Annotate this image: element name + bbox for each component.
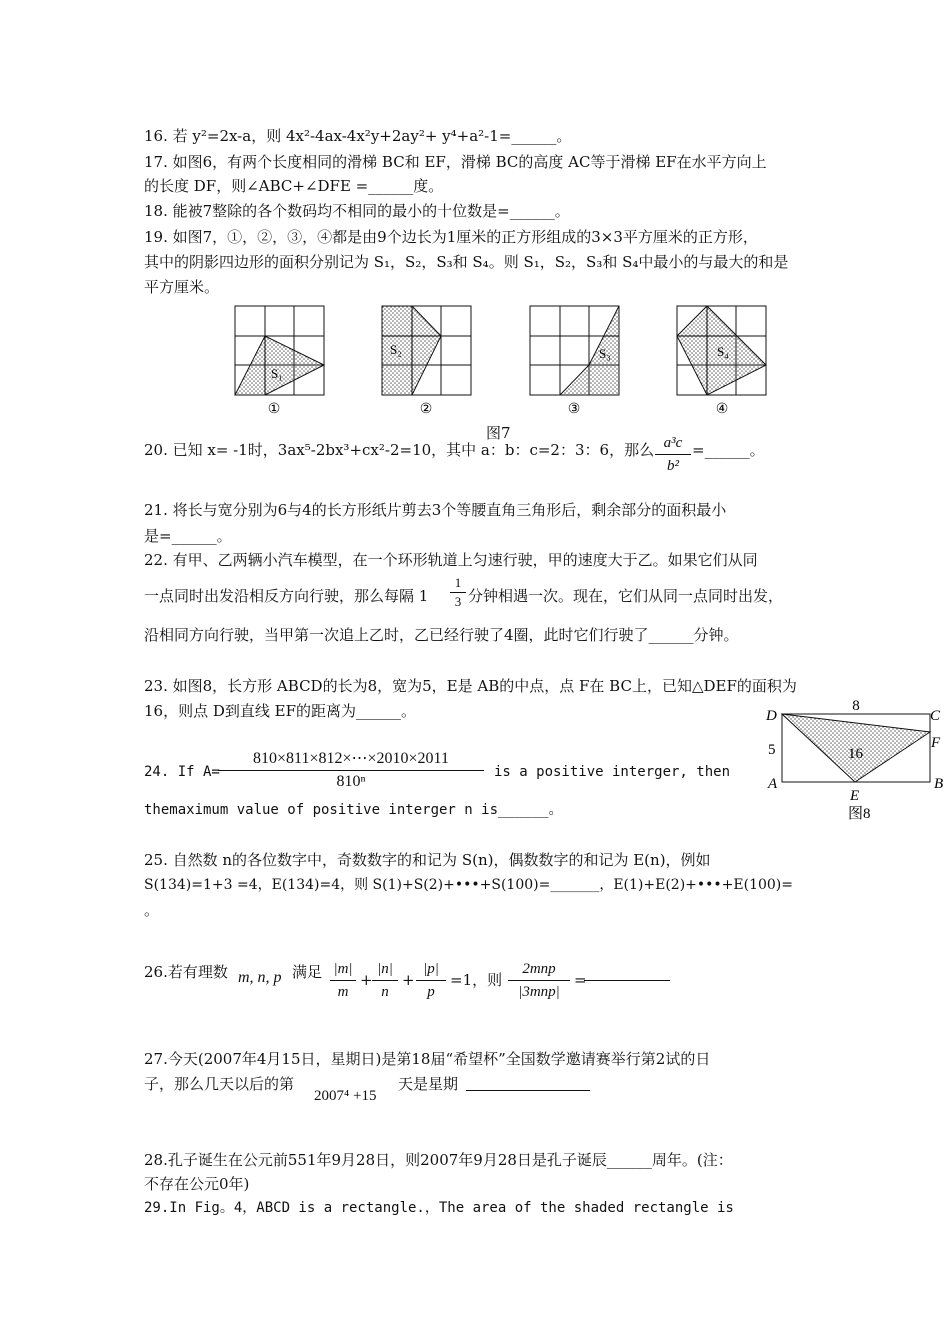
problem-28-line2: 不存在公元0年) bbox=[144, 1175, 250, 1193]
problem-19-line3: 平方厘米。 bbox=[144, 278, 220, 296]
fraction-20-num: a³c bbox=[663, 435, 683, 451]
fraction-20-den: b² bbox=[667, 458, 679, 474]
fig7-label-4: ④ bbox=[715, 402, 729, 417]
problem-26-vars: m, n, p bbox=[238, 969, 282, 986]
problem-27-line2b: 天是星期 bbox=[398, 1075, 459, 1093]
fig8-point-E: E bbox=[850, 788, 860, 804]
fig7-label-2: ② bbox=[419, 402, 433, 417]
problem-27-blank bbox=[466, 1090, 590, 1091]
problem-21-line1: 21. 将长与宽分别为6与4的长方形纸片剪去3个等腰直角三角形后，剩余部分的面积最小 bbox=[144, 501, 727, 519]
problem-19-line1: 19. 如图7，①，②，③，④都是由9个边长为1厘米的正方形组成的3×3平方厘米的正方形， bbox=[144, 228, 758, 246]
fig8-point-A: A bbox=[768, 776, 778, 792]
problem-22-line1: 22. 有甲、乙两辆小汽车模型，在一个环形轨道上匀速行驶，甲的速度大于乙。如果它们从同 bbox=[144, 551, 758, 569]
fig8-area: 16 bbox=[848, 746, 863, 762]
problem-27-line1: 27.今天(2007年4月15日，星期日)是第18届“希望杯”全国数学邀请赛举行第2试的日 bbox=[144, 1050, 711, 1068]
problem-17-line2: 的长度 DF，则∠ABC+∠DFE =______度。 bbox=[144, 177, 444, 195]
fraction-26-m: |m| m bbox=[330, 958, 356, 1003]
problem-22-line2b: 分钟相遇一次。现在，它们从同一点同时出发， bbox=[468, 587, 784, 605]
fraction-22: 1 3 bbox=[450, 574, 466, 611]
fraction-24-den: 810ⁿ bbox=[336, 773, 366, 790]
fig8-width: 5 bbox=[768, 742, 776, 758]
fig8-point-F: F bbox=[931, 735, 941, 751]
fig7-area-1: S₁ bbox=[271, 366, 283, 381]
plus-1: + bbox=[360, 971, 373, 989]
problem-20: 20. 已知 x= -1时，3ax⁵-2bx³+cx²-2=10，其中 a：b：c=2：3：6，那么 bbox=[144, 441, 655, 459]
problem-27-expr: 2007⁴ +15 bbox=[314, 1088, 377, 1104]
figure-7 bbox=[230, 300, 780, 420]
fig7-area-4: S₄ bbox=[717, 344, 729, 359]
problem-24-line2: themaximum value of positive interger n is______。 bbox=[144, 802, 563, 818]
problem-25-line1: 25. 自然数 n的各位数字中，奇数数字的和记为 S(n)，偶数数字的和记为 E(n)，例如 bbox=[144, 851, 711, 869]
problem-22-line2a: 一点同时出发沿相反方向行驶，那么每隔 1 bbox=[144, 587, 429, 605]
problem-22-line3: 沿相同方向行驶，当甲第一次追上乙时，乙已经行驶了4圈，此时它们行驶了______分钟。 bbox=[144, 626, 739, 644]
fig7-grid-1 bbox=[235, 306, 324, 395]
fig8-point-C: C bbox=[930, 708, 941, 724]
problem-29: 29.In Fig。4，ABCD is a rectangle.，The area of the shaded rectangle is bbox=[144, 1200, 734, 1216]
problem-26-a: 26.若有理数 bbox=[144, 963, 228, 981]
problem-25-line2: S(134)=1+3 =4，E(134)=4，则 S(1)+S(2)+•••+S(100)=_______，E(1)+E(2)+•••+E(100)= bbox=[144, 877, 793, 893]
problem-26-b: 满足 bbox=[292, 963, 323, 981]
fraction-24 bbox=[218, 748, 484, 793]
fig8-point-D: D bbox=[766, 708, 777, 724]
problem-24-line1b: is a positive interger, then bbox=[494, 764, 731, 780]
problem-20-blank: =______。 bbox=[692, 441, 765, 459]
fig8-point-B: B bbox=[934, 776, 944, 792]
fig7-area-3: S₃ bbox=[599, 346, 611, 361]
problem-24-line1a: 24. If A= bbox=[144, 764, 220, 780]
fig7-label-3: ③ bbox=[567, 402, 581, 417]
fraction-26-n: |n| n bbox=[372, 958, 398, 1003]
plus-2: + bbox=[402, 971, 415, 989]
fraction-20 bbox=[655, 432, 691, 477]
problem-21-line2: 是=______。 bbox=[144, 527, 232, 545]
fig7-area-2: S₂ bbox=[390, 342, 402, 357]
figure-8 bbox=[760, 692, 950, 822]
problem-26-blank bbox=[584, 980, 670, 981]
fig7-caption: 图7 bbox=[486, 424, 511, 442]
problem-27-line2a: 子，那么几天以后的第 bbox=[144, 1075, 295, 1093]
fig7-grid-4 bbox=[677, 306, 766, 395]
problem-26-d: = bbox=[574, 971, 587, 989]
fig7-label-1: ① bbox=[267, 402, 281, 417]
fig7-grid-2 bbox=[382, 306, 471, 395]
problem-23-line2: 16，则点 D到直线 EF的距离为______。 bbox=[144, 702, 417, 720]
fraction-24-num: 810×811×812×⋯×2010×2011 bbox=[253, 750, 449, 767]
fig7-grid-3 bbox=[530, 306, 619, 395]
problem-19-line2: 其中的阴影四边形的面积分别记为 S₁，S₂，S₃和 S₄。则 S₁，S₂，S₃和 S₄中最小的与最大的和是 bbox=[144, 253, 789, 271]
fig8-caption: 图8 bbox=[848, 806, 871, 822]
fraction-26-p: |p| p bbox=[416, 958, 446, 1003]
fig8-length: 8 bbox=[852, 698, 860, 714]
problem-26-c: =1，则 bbox=[450, 971, 503, 989]
problem-28-line1: 28.孔子诞生在公元前551年9月28日，则2007年9月28日是孔子诞辰______周年。(注： bbox=[144, 1151, 733, 1169]
problem-17-line1: 17. 如图6，有两个长度相同的滑梯 BC和 EF，滑梯 BC的高度 AC等于滑梯 EF在水平方向上 bbox=[144, 153, 767, 171]
problem-25-line3: 。 bbox=[144, 901, 160, 919]
problem-18: 18. 能被7整除的各个数码均不相同的最小的十位数是=______。 bbox=[144, 202, 570, 220]
fraction-26-result: 2mnp |3mnp| bbox=[508, 958, 570, 1003]
problem-23-line1: 23. 如图8，长方形 ABCD的长为8，宽为5，E是 AB的中点，点 F在 BC上，已知△DEF的面积为 bbox=[144, 677, 797, 695]
problem-16: 16. 若 y²=2x-a，则 4x²-4ax-4x²y+2ay²+ y⁴+a²-1=______。 bbox=[144, 127, 572, 145]
